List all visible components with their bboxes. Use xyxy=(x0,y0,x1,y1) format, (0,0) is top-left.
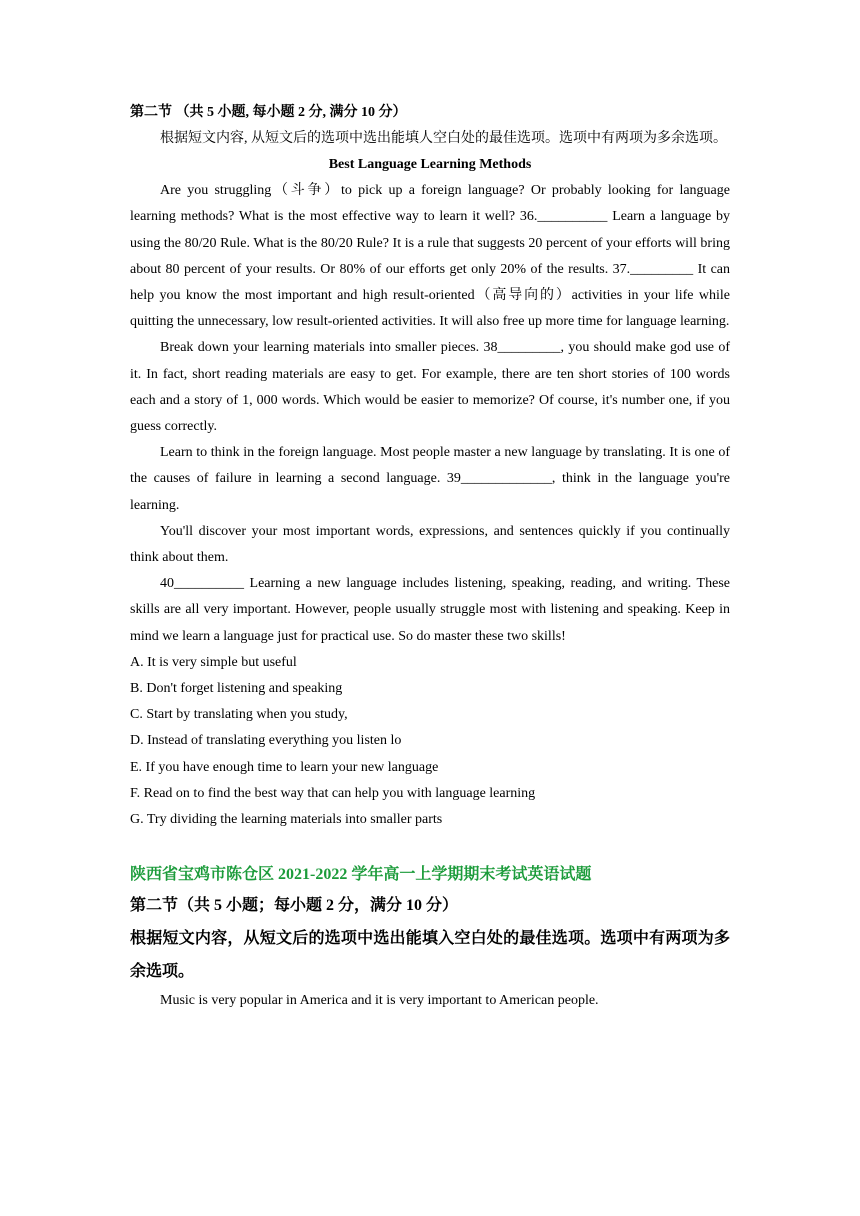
passage-paragraph: Music is very popular in America and it is very important to American people. xyxy=(160,993,599,1009)
document-page xyxy=(130,100,730,1014)
passage-paragraph: Learn to think in the foreign language. Most people master a new language by translating. It is one of the causes of failure in learning a second language. 39_____________, think in the language you're learning. xyxy=(130,445,730,513)
section-instruction: 根据短文内容，从短文后的选项中选出能填入空白处的最佳选项。选项中有两项为多余选项。 xyxy=(130,930,730,981)
option-item: A. It is very simple but useful xyxy=(130,654,297,670)
section-instruction: 根据短文内容, 从短文后的选项中选出能填人空白处的最佳选项。选项中有两项为多余选项。 xyxy=(160,131,727,146)
exam-source-title: 陕西省宝鸡市陈仓区 2021-2022 学年高一上学期期末考试英语试题 xyxy=(130,866,592,884)
option-item: F. Read on to find the best way that can help you with language learning xyxy=(130,785,536,801)
section-title: 第二节 （共 5 小题, 每小题 2 分, 满分 10 分） xyxy=(130,105,407,120)
passage-title: Best Language Learning Methods xyxy=(328,157,532,173)
option-item: B. Don't forget listening and speaking xyxy=(130,681,343,697)
section-title: 第二节（共 5 小题；每小题 2 分，满分 10 分） xyxy=(130,897,459,915)
option-item: E. If you have enough time to learn your new language xyxy=(130,759,439,775)
option-item: C. Start by translating when you study, xyxy=(130,707,348,723)
option-item: D. Instead of translating everything you listen lo xyxy=(130,733,402,749)
passage-paragraph: You'll discover your most important words, expressions, and sentences quickly if you continually think about them. xyxy=(130,523,730,566)
passage-paragraph: Are you struggling（斗争）to pick up a foreign language? Or probably looking for language learning methods? What is the most effective way to learn it well? 36.__________ Learn a language by using the 80/20 Rule. What is the 80/20 Rule? It is a rule that suggests 20 percent of your efforts will bring about 80 percent of your results. Or 80% of our efforts get only 20% of the results. 37._________ It can help you know the most important and high result-oriented（高导向的）activities in your life while quitting the unnecessary, low result-oriented activities. It will also free up more time for language learning. xyxy=(130,183,730,330)
option-item: G. Try dividing the learning materials into smaller parts xyxy=(130,812,443,828)
passage-paragraph: 40__________ Learning a new language includes listening, speaking, reading, and writing. These skills are all very important. However, people usually struggle most with listening and speaking. Keep in mind we learn a language just for practical use. So do master these two skills! xyxy=(130,576,730,644)
passage-paragraph: Break down your learning materials into smaller pieces. 38_________, you should make god use of it. In fact, short reading materials are easy to get. For example, there are ten short stories of 100 words each and a story of 1, 000 words. Which would be easier to memorize? Of course, it's number one, if you guess correctly. xyxy=(130,340,730,435)
